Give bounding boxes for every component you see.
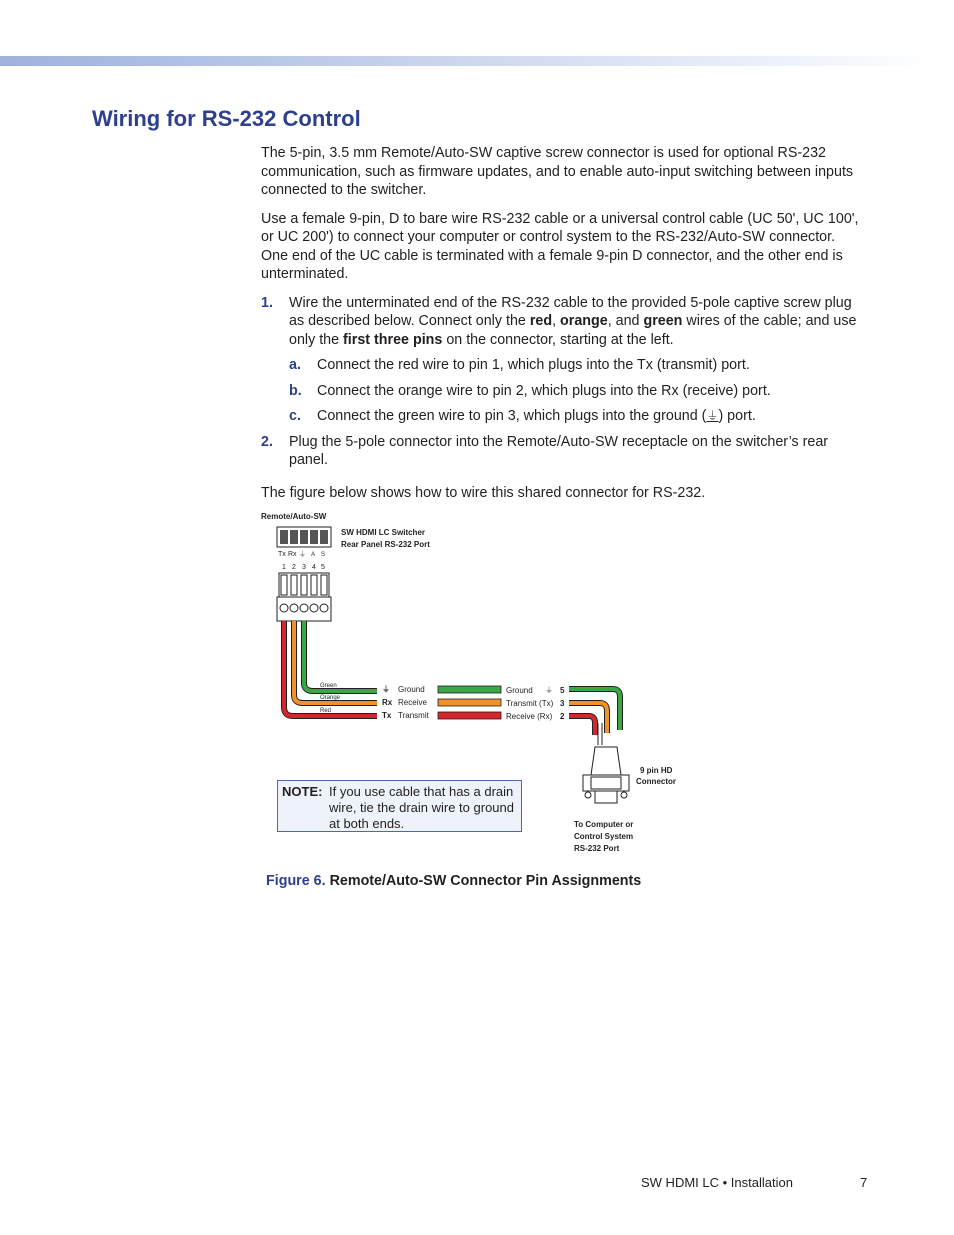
substep-letter: a. xyxy=(289,357,301,373)
substep-text: Connect the orange wire to pin 2, which plugs into the Rx (receive) port. xyxy=(317,382,771,399)
orange-cable-segment xyxy=(438,699,501,706)
pin-number: 3 xyxy=(302,564,306,571)
body-text xyxy=(261,144,866,512)
step-number: 2. xyxy=(261,433,273,450)
db9-pin-number: 5 xyxy=(560,686,565,695)
step-2 xyxy=(261,433,866,470)
green-wire-outline xyxy=(304,621,377,691)
intro-paragraph: Use a female 9-pin, D to bare wire RS-232 cable or a universal control cable (UC 50', UC 100', or UC 200') to connect your computer or control system to the RS-232/Auto-SW connector. One end of the UC cable is terminated with a female 9-pin D connector, and the other end is unterminated. xyxy=(261,210,859,282)
db9-pin-number: 3 xyxy=(560,699,565,708)
intro-paragraph: The 5-pin, 3.5 mm Remote/Auto-SW captive screw connector is used for optional RS-232 communication, such as firmware updates, and to enable auto-input switching between inputs connected to the switcher. xyxy=(261,145,854,198)
substep-letter: b. xyxy=(289,382,302,399)
signal-name: Receive (Rx) xyxy=(506,712,553,721)
db9-pin-number: 2 xyxy=(560,712,565,721)
step-text: , and xyxy=(607,313,644,329)
figure-number: Figure 6. xyxy=(266,873,326,889)
figure-intro: The figure below shows how to wire this shared connector for RS-232. xyxy=(261,484,706,501)
signal-code: Rx xyxy=(382,698,393,707)
computer-label: To Computer or xyxy=(574,820,634,829)
pin-number: 1 xyxy=(282,564,286,571)
signal-name: Transmit xyxy=(398,711,429,720)
port-label: Tx xyxy=(278,551,286,558)
substep-text: ) port. xyxy=(718,408,756,424)
red-cable-segment xyxy=(438,712,501,719)
note-box xyxy=(277,780,522,832)
computer-label: RS-232 Port xyxy=(574,844,620,853)
port-label: Rx xyxy=(288,551,297,558)
emphasis-green: green xyxy=(643,313,683,329)
step-number: 1. xyxy=(261,294,273,311)
port-label: ⏚ xyxy=(299,551,306,558)
footer-title: SW HDMI LC • Installation xyxy=(641,1175,793,1190)
substep-c xyxy=(261,407,866,426)
note-text: If you use cable that has a drain wire, tie the drain wire to ground at both ends. xyxy=(329,784,514,831)
figure-title: Remote/Auto-SW Connector Pin Assignments xyxy=(329,873,642,889)
header-bar xyxy=(0,56,930,66)
computer-label: Control System xyxy=(574,832,634,841)
step-text: on the connector, starting at the left. xyxy=(442,331,674,348)
green-wire xyxy=(304,621,377,691)
substep-text: Connect the red wire to pin 1, which plugs into the Tx (transmit) port. xyxy=(317,357,750,373)
page-number: 7 xyxy=(860,1175,868,1190)
figure-caption xyxy=(266,873,641,889)
pin-number: 2 xyxy=(292,564,296,571)
port-label: A xyxy=(311,552,316,558)
signal-name: Receive xyxy=(398,698,427,707)
emphasis-red: red xyxy=(529,313,553,329)
wire-name: Orange xyxy=(320,695,341,701)
step-1 xyxy=(261,294,866,350)
emphasis-pins: first three pins xyxy=(343,331,443,348)
red-wire-outline xyxy=(569,716,595,735)
green-cable-segment xyxy=(438,686,501,693)
note-label: NOTE: xyxy=(282,784,323,799)
step-text: Plug the 5-pole connector into the Remote/Auto-SW receptacle on the switcher’s rear panel. xyxy=(289,433,829,468)
step-text: , xyxy=(552,313,561,329)
signal-code: ⏚ xyxy=(382,685,390,694)
signal-name: Ground xyxy=(506,686,533,695)
substep-a xyxy=(261,356,866,375)
step-text: wires of the cable; and use only the xyxy=(289,313,857,348)
port-label: S xyxy=(321,552,326,558)
signal-name: Transmit (Tx) xyxy=(506,699,554,708)
captive-screw-plug xyxy=(277,573,331,621)
ground-symbol-icon: ⏚ xyxy=(545,686,553,695)
substep-letter: c. xyxy=(289,408,301,424)
connector-label: Connector xyxy=(636,777,676,786)
remote-auto-sw-label: Remote/Auto-SW xyxy=(261,512,327,521)
ground-symbol-icon: ⏚ xyxy=(706,409,719,423)
receptacle-slots xyxy=(280,530,328,544)
substep-b xyxy=(261,382,866,401)
pin-number: 5 xyxy=(321,564,325,571)
wire-name: Green xyxy=(320,683,337,689)
db9-connector-icon xyxy=(583,723,629,803)
wire-name: Red xyxy=(320,708,332,714)
switcher-label: Rear Panel RS-232 Port xyxy=(341,540,430,549)
step-text: Wire the unterminated end of the RS-232 cable to the provided 5-pole captive screw plug as described below. Connect only the xyxy=(289,294,852,329)
pin-number: 4 xyxy=(312,564,316,571)
connector-label: 9 pin HD xyxy=(640,766,673,775)
signal-code: Tx xyxy=(382,711,392,720)
switcher-label: SW HDMI LC Switcher xyxy=(341,528,426,537)
signal-name: Ground xyxy=(398,685,425,694)
substep-text: Connect the green wire to pin 3, which plugs into the ground ( xyxy=(317,408,707,424)
page-heading: Wiring for RS-232 Control xyxy=(92,106,361,131)
emphasis-orange: orange xyxy=(560,313,608,329)
